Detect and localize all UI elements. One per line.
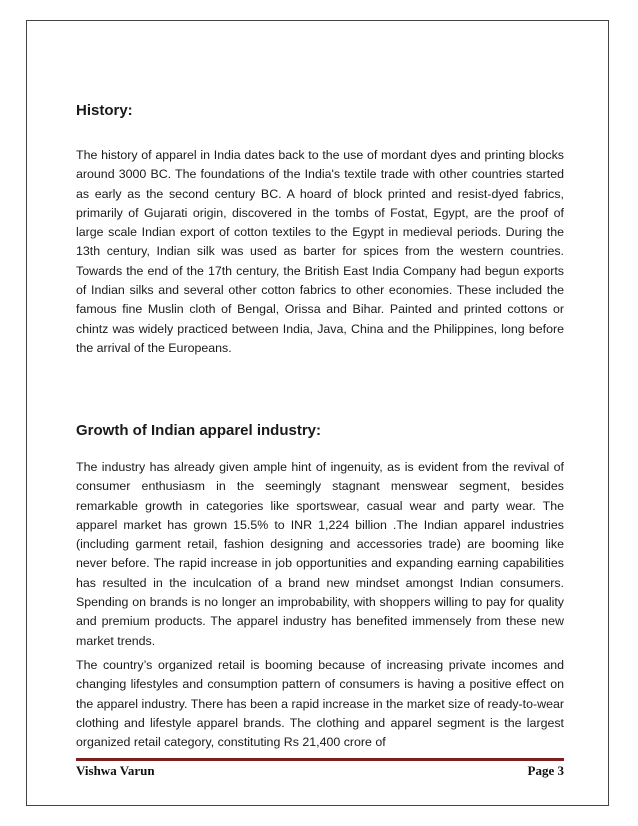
page-footer — [76, 763, 564, 779]
growth-heading: Growth of Indian apparel industry: — [76, 422, 322, 439]
footer-rule — [76, 758, 564, 761]
footer-page-number: Page 3 — [527, 763, 564, 778]
footer-author: Vishwa Varun — [76, 763, 155, 778]
growth-paragraph-1: The industry has already given ample hint of ingenuity, as is evident from the revival of consumer enthusiasm in the seemingly stagnant menswear segment, besides remarkable growth in categories like sportswear, casual wear and party wear. The apparel market has grown 15.5% to INR 1,224 billion .The Indian apparel industries (including garment retail, fashion designing and accessories trade) are booming like never before. The rapid increase in job opportunities and expanding earning capabilities has resulted in the inculcation of a brand new mindset amongst Indian consumers. Spending on brands is no longer an improbability, with shoppers willing to pay for quality and premium products. The apparel industry has benefited immensely from these new market trends. — [76, 460, 564, 648]
growth-paragraph-2: The country’s organized retail is booming because of increasing private incomes and changing lifestyles and consumption pattern of consumers is having a positive effect on the apparel industry. There has been a rapid increase in the market size of ready-to-wear clothing and lifestyle apparel brands. The clothing and apparel segment is the largest organized retail category, constituting Rs 21,400 crore of — [76, 658, 564, 750]
history-heading: History: — [76, 102, 133, 119]
history-paragraph: The history of apparel in India dates back to the use of mordant dyes and printing blocks around 3000 BC. The foundations of the India's textile trade with other countries started as early as the second century BC. A hoard of block printed and resist-dyed fabrics, primarily of Gujarati origin, discovered in the tombs of Fostat, Egypt, are the proof of large scale Indian export of cotton textiles to the Egypt in medieval periods. During the 13th century, Indian silk was used as barter for spices from the western countries. Towards the end of the 17th century, the British East India Company had begun exports of Indian silks and several other cotton fabrics to other economies. These included the famous fine Muslin cloth of Bengal, Orissa and Bihar. Painted and printed cottons or chintz was widely practiced between India, Java, China and the Philippines, long before the arrival of the Europeans. — [76, 148, 564, 355]
